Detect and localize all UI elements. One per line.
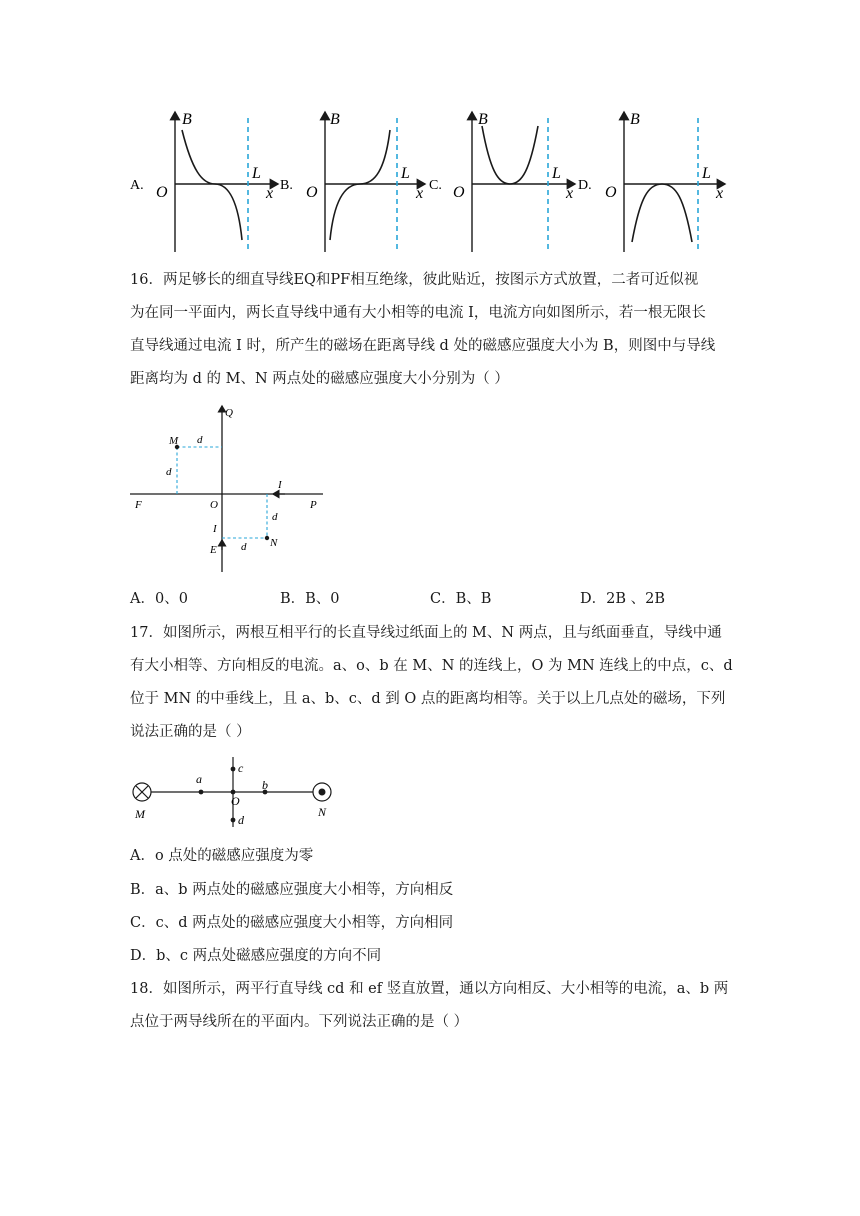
q16-label-d-top: d [197,434,203,446]
q16-label-i-right: I [278,479,282,491]
graph-b-label-l: L [401,165,410,182]
q17-label-o: O [231,794,240,808]
q16-option-b[interactable]: B．B、0 [280,591,340,607]
graph-c-axis-b: B [478,111,488,128]
q16-label-q: Q [225,407,233,419]
q16-label-d-right: d [272,511,278,523]
q17-label-a: a [196,772,202,786]
q16-stem-line-3: 直导线通过电流 I 时，所产生的磁场在距离导线 d 处的磁感应强度大小为 B，则图中与导线 [130,338,716,354]
graph-d-origin: O [605,184,617,201]
q16-label-f: F [135,499,142,511]
graph-a-label-l: L [252,165,261,182]
q17-option-c[interactable]: C．c、d 两点处的磁感应强度大小相等，方向相同 [130,915,454,931]
graph-a-origin: O [156,184,168,201]
graph-a-axis-x: x [266,185,274,202]
graph-b [280,111,425,252]
q17-option-b[interactable]: B．a、b 两点处的磁感应强度大小相等，方向相反 [130,882,454,898]
q16-option-d[interactable]: D．2B 、2B [580,591,665,607]
q17-label-n: N [318,805,327,819]
q17-label-b: b [262,778,268,792]
q16-label-n: N [270,537,278,549]
graph-c [429,111,575,252]
q18-stem-line-1: 18．如图所示，两平行直导线 cd 和 ef 竖直放置，通以方向相反、大小相等的电流，a、b 两 [130,981,729,997]
q17-option-a[interactable]: A．o 点处的磁感应强度为零 [130,848,314,864]
q16-option-a[interactable]: A．0、0 [130,591,188,607]
q17-stem-line-4: 说法正确的是（ ） [130,724,251,740]
q17-label-m: M [135,807,145,821]
q17-figure [125,752,350,832]
q17-stem-line-2: 有大小相等、方向相反的电流。a、o、b 在 M、N 的连线上，O 为 MN 连线上的中点，c、d [130,658,733,674]
q16-stem-line-1: 16．两足够长的细直导线EQ和PF相互绝缘，彼此贴近，按图示方式放置，二者可近似视 [130,272,699,288]
graph-c-origin: O [453,184,465,201]
q16-label-i-bottom: I [213,523,217,535]
graph-c-label-l: L [552,165,561,182]
graph-c-axis-x: x [566,185,574,202]
graph-d-axis-x: x [716,185,724,202]
q16-label-o: O [210,499,218,511]
q17-stem-line-1: 17．如图所示，两根互相平行的长直导线过纸面上的 M、N 两点，且与纸面垂直，导线中通 [130,625,722,641]
q16-label-e: E [210,544,217,556]
q16-stem-line-2: 为在同一平面内，两长直导线中通有大小相等的电流 I，电流方向如图所示，若一根无限长 [130,305,706,321]
graph-a-letter: A. [130,178,144,193]
q16-stem-line-4: 距离均为 d 的 M、N 两点处的磁感应强度大小分别为（ ） [130,371,509,387]
q16-label-p: P [310,499,317,511]
graph-d [578,111,725,252]
q17-stem-line-3: 位于 MN 的中垂线上，且 a、b、c、d 到 O 点的距离均相等。关于以上几点处的磁场，下列 [130,691,726,707]
q17-option-d[interactable]: D．b、c 两点处磁感应强度的方向不同 [130,948,382,964]
q17-label-d: d [238,813,244,827]
q16-figure [125,400,335,575]
q18-stem-line-2: 点位于两导线所在的平面内。下列说法正确的是（ ） [130,1014,469,1030]
graph-d-letter: D. [578,178,592,193]
graph-a-axis-b: B [182,111,192,128]
graph-b-origin: O [306,184,318,201]
q16-label-d-left: d [166,466,172,478]
graph-b-axis-x: x [416,185,424,202]
graph-c-letter: C. [429,178,442,193]
q17-label-c: c [238,761,244,775]
q16-option-c[interactable]: C．B、B [430,591,492,607]
graph-a [130,111,278,252]
q15-option-graphs [120,100,740,260]
graph-d-label-l: L [702,165,711,182]
graph-b-letter: B. [280,178,293,193]
graph-d-axis-b: B [630,111,640,128]
graph-b-axis-b: B [330,111,340,128]
q16-label-m: M [169,435,179,447]
q16-label-d-bottom: d [241,541,247,553]
